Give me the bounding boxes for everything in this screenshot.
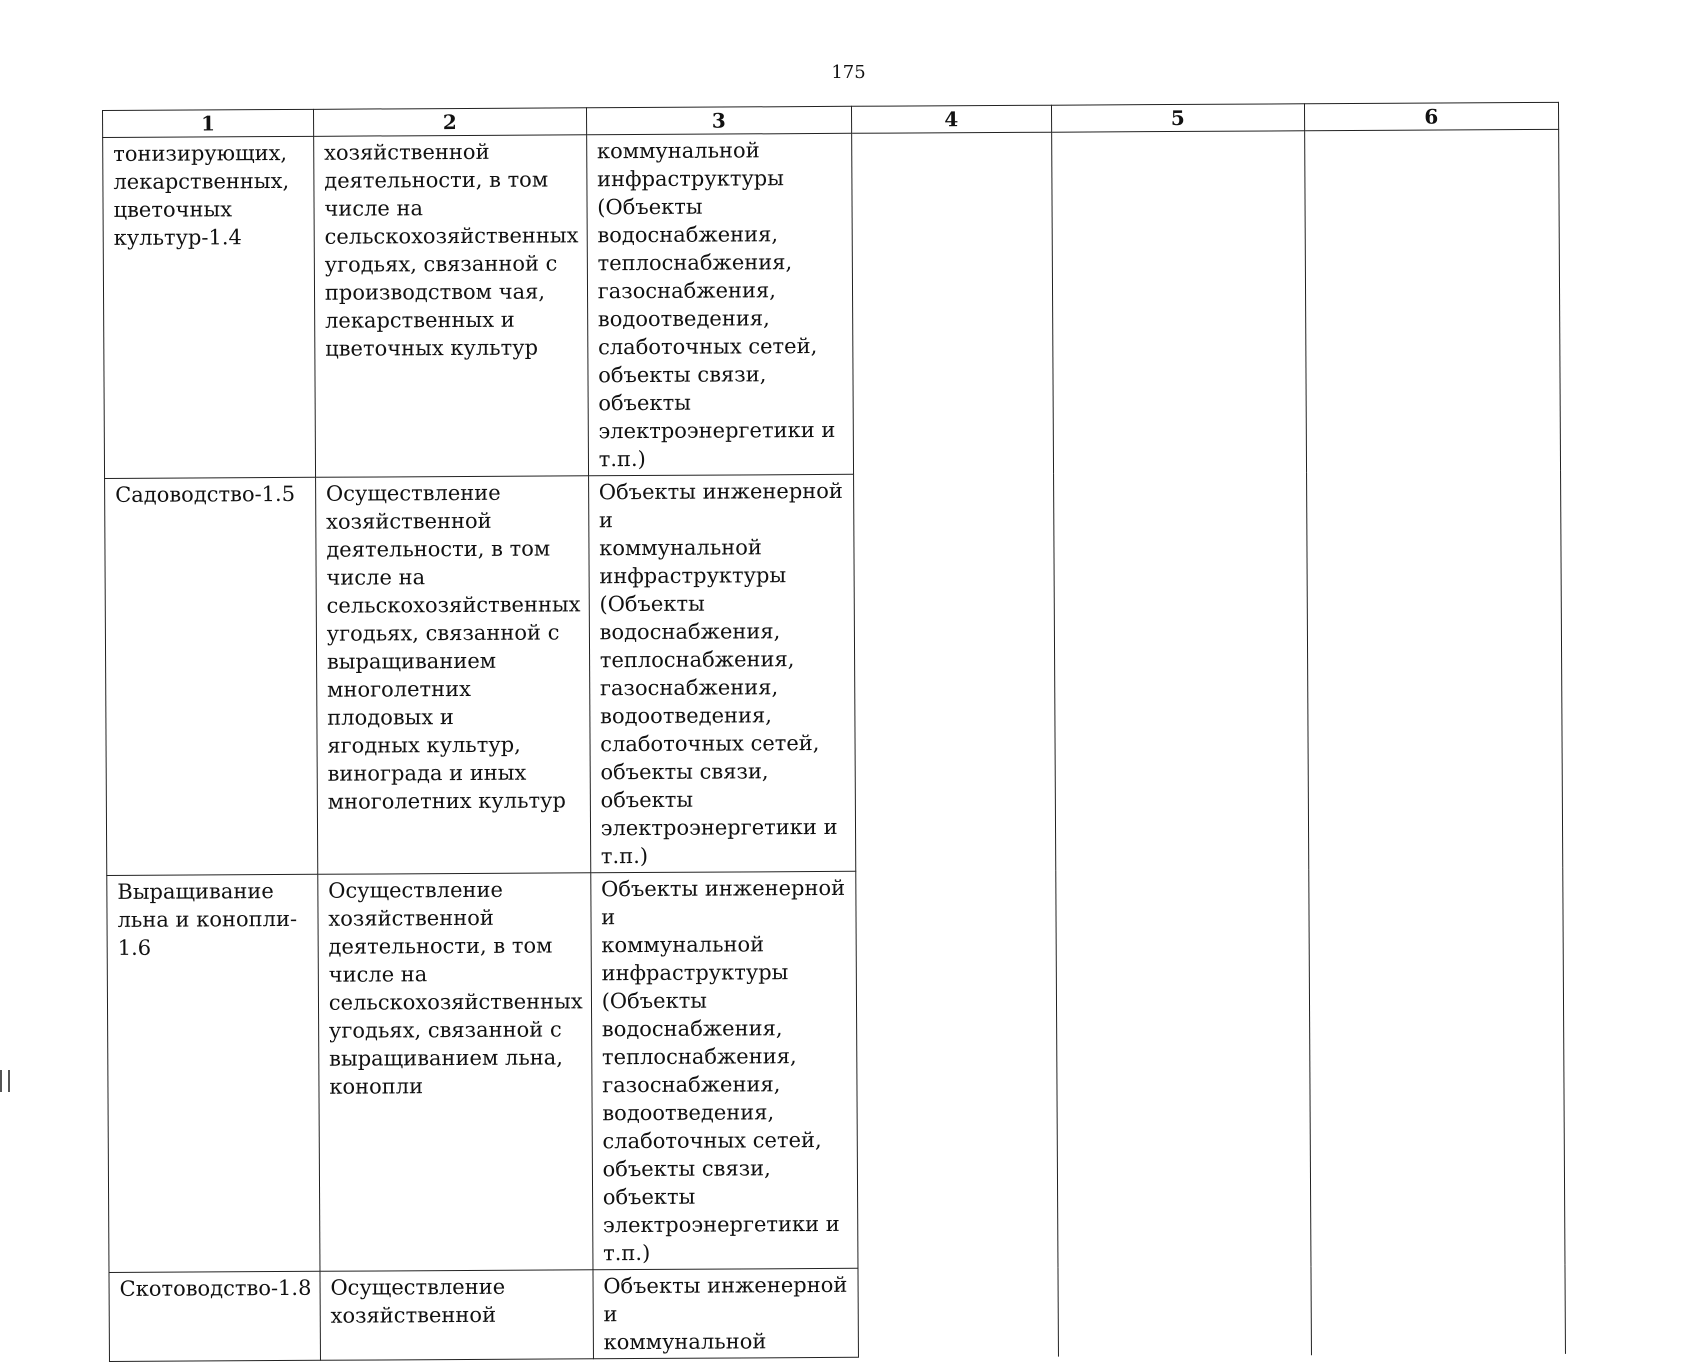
header-col-6: 6 xyxy=(1304,102,1558,130)
scan-margin-mark xyxy=(0,1070,10,1092)
cell-col-5-empty xyxy=(1051,131,1311,1356)
cell-description: хозяйственной деятельности, в том числе на сельскохозяйственных угодьях, связанной с производством чая, лекарственных и цветочных культур xyxy=(313,135,588,478)
cell-auxiliary-objects: Объекты инженерной и коммунальной инфраструктуры (Объекты водоснабжения, теплоснабжения, газоснабжения, водоотведения, слаботочных сетей, объекты связи, объекты электроэнергетики и т.п.) xyxy=(590,871,857,1269)
cell-use-type: тонизирующих, лекарственных, цветочных культур-1.4 xyxy=(103,136,316,478)
cell-auxiliary-objects: коммунальной инфраструктуры (Объекты водоснабжения, теплоснабжения, газоснабжения, водоотведения, слаботочных сетей, объекты связи, объекты электроэнергетики и т.п.) xyxy=(586,133,853,475)
header-col-4: 4 xyxy=(851,105,1051,133)
cell-use-type: Скотоводство-1.8 xyxy=(109,1271,320,1361)
cell-description: Осуществление хозяйственной деятельности, в том числе на сельскохозяйственных угодьях, связанной с выращиванием многолетних плодовых и ягодных культур, винограда и иных многолетних культур xyxy=(315,476,590,875)
header-col-5: 5 xyxy=(1051,104,1304,132)
cell-use-type: Выращивание льна и конопли- 1.6 xyxy=(107,874,320,1272)
cell-col-6-empty xyxy=(1304,129,1565,1354)
header-col-1: 1 xyxy=(103,109,314,137)
table-row xyxy=(103,129,1561,478)
header-col-3: 3 xyxy=(586,106,851,134)
cell-col-4-empty xyxy=(851,132,1058,1357)
cell-auxiliary-objects: Объекты инженерной и коммунальной инфраструктуры (Объекты водоснабжения, теплоснабжения, газоснабжения, водоотведения, слаботочных сетей, объекты связи, объекты электроэнергетики и т.п.) xyxy=(588,474,855,872)
cell-description: Осуществление хозяйственной xyxy=(320,1270,593,1361)
cell-description: Осуществление хозяйственной деятельности, в том числе на сельскохозяйственных угодьях, связанной с выращиванием льна, конопли xyxy=(318,873,593,1272)
cell-use-type: Садоводство-1.5 xyxy=(105,477,318,875)
header-col-2: 2 xyxy=(313,108,586,137)
page-number: 175 xyxy=(831,62,866,83)
land-use-table xyxy=(102,102,1566,1362)
cell-auxiliary-objects: Объекты инженерной и коммунальной xyxy=(593,1268,858,1358)
